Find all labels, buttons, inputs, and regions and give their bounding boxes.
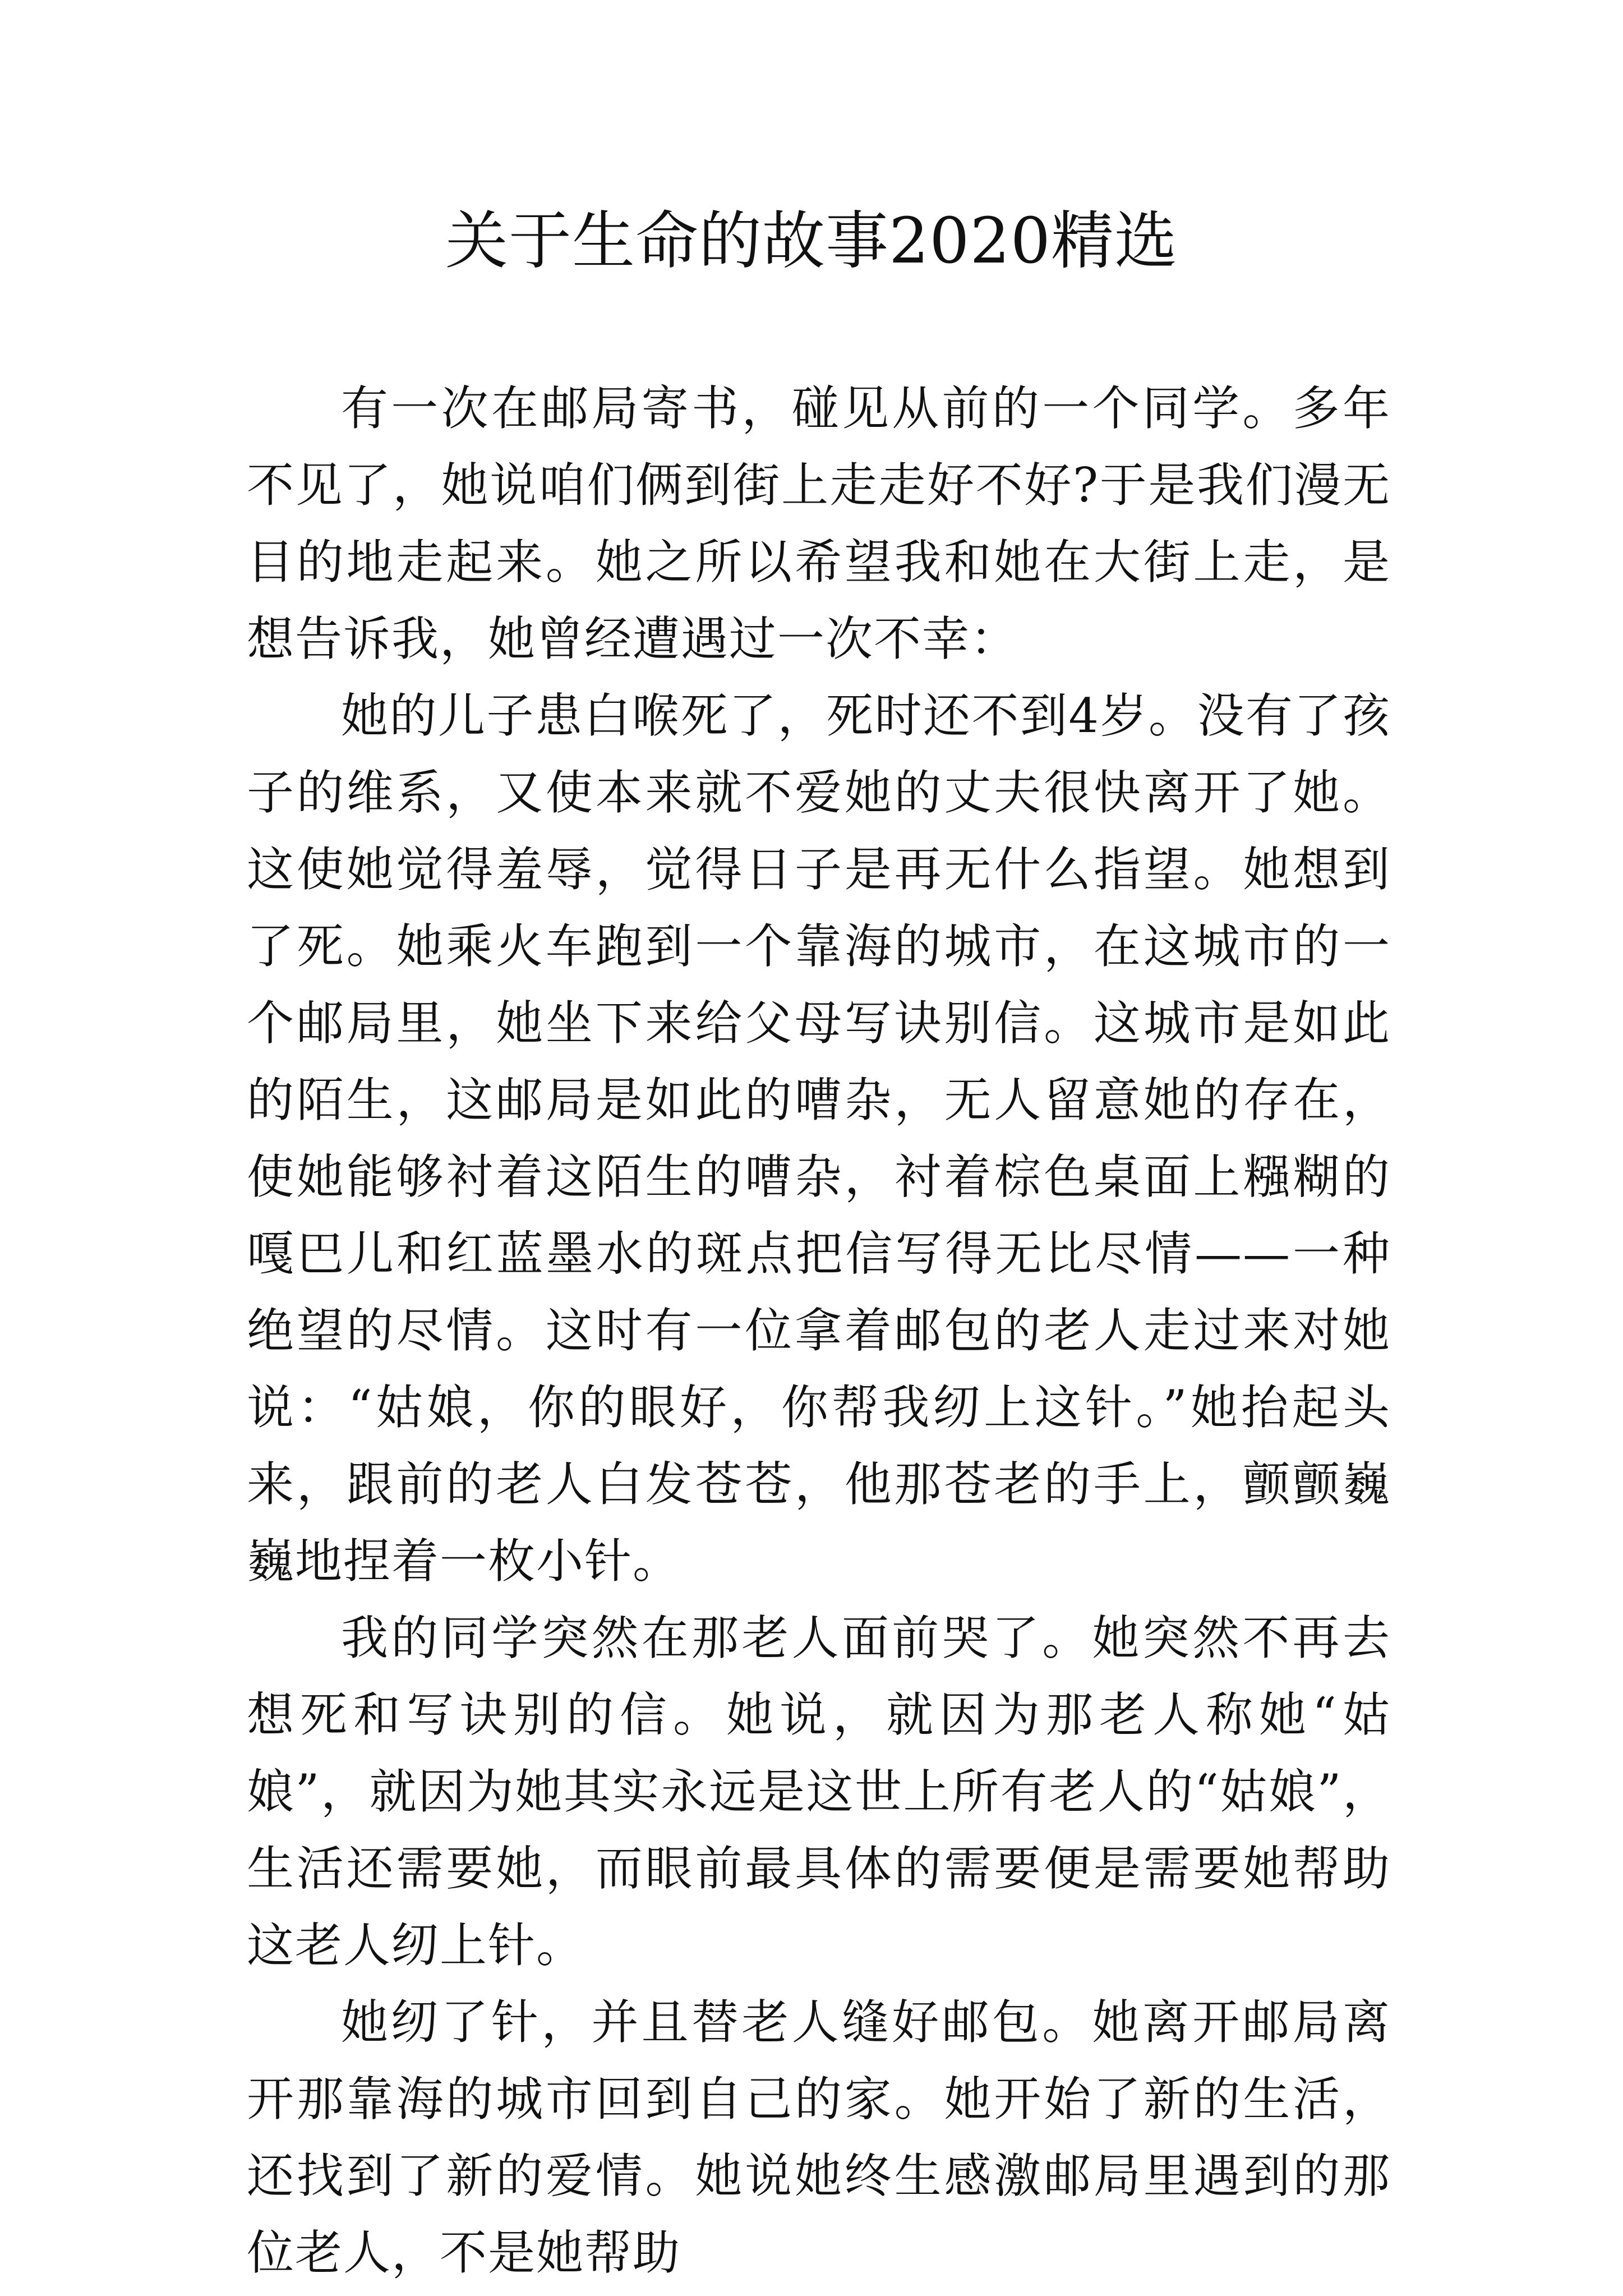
- paragraph: 她的儿子患白喉死了，死时还不到4岁。没有了孩子的维系，又使本来就不爱她的丈夫很快离开了她。这使她觉得羞辱，觉得日子是再无什么指望。她想到了死。她乘火车跑到一个靠海的城市，在这城市的一个邮局里，她坐下来给父母写诀别信。这城市是如此的陌生，这邮局是如此的嘈杂，无人留意她的存在，使她能够衬着这陌生的嘈杂，衬着棕色桌面上糨糊的嘎巴儿和红蓝墨水的斑点把信写得无比尽情——一种绝望的尽情。这时有一位拿着邮包的老人走过来对她说：“姑娘，你的眼好，你帮我纫上这针。”她抬起头来，跟前的老人白发苍苍，他那苍老的手上，颤颤巍巍地捏着一枚小针。: [247, 688, 1391, 1589]
- document-title: 关于生命的故事2020精选: [445, 205, 1178, 278]
- paragraph: 她纫了针，并且替老人缝好邮包。她离开邮局离开那靠海的城市回到自己的家。她开始了新的生活，还找到了新的爱情。她说她终生感激邮局里遇到的那位老人，不是她帮助: [247, 1995, 1391, 2280]
- document-body: [247, 370, 1391, 2292]
- paragraph: 我的同学突然在那老人面前哭了。她突然不再去想死和写诀别的信。她说，就因为那老人称她“姑娘”，就因为她其实永远是这世上所有老人的“姑娘”，生活还需要她，而眼前最具体的需要便是需要她帮助这老人纫上针。: [247, 1611, 1391, 1973]
- paragraph: 有一次在邮局寄书，碰见从前的一个同学。多年不见了，她说咱们俩到街上走走好不好?于是我们漫无目的地走起来。她之所以希望我和她在大街上走，是想告诉我，她曾经遭遇过一次不幸：: [247, 381, 1391, 666]
